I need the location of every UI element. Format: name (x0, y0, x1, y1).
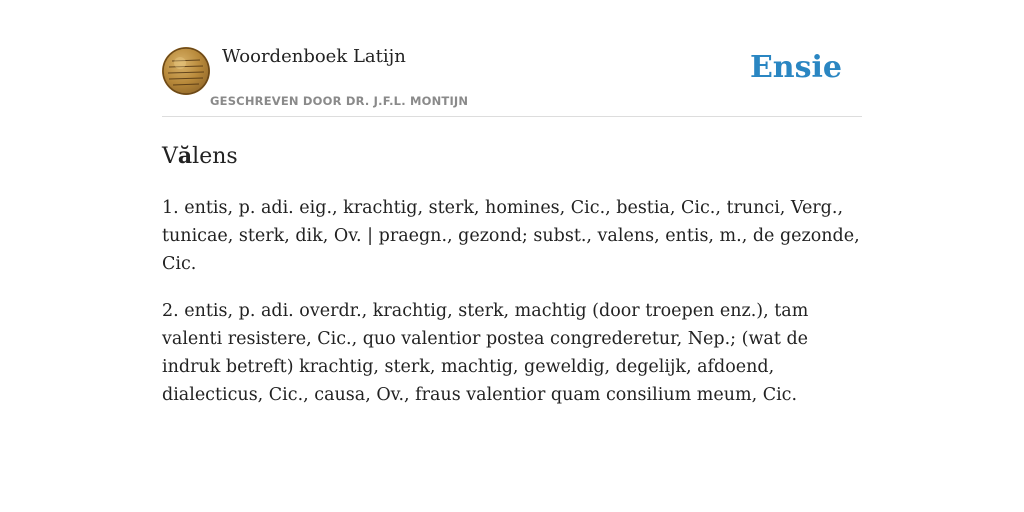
definition-1: 1. entis, p. adi. eig., krachtig, sterk, homines, Cic., bestia, Cic., trunci, Verg., tunicae, sterk, dik, Ov. | praegn., gezond; subst., valens, entis, m., de gezonde, Cic. (162, 198, 860, 274)
brand-logo-link[interactable]: Ensie (749, 50, 842, 85)
entry-title-prefix: V (162, 144, 178, 169)
entry-title-suffix: lens (192, 144, 238, 169)
page-container (162, 0, 862, 409)
header (162, 0, 862, 117)
definition-2: 2. entis, p. adi. overdr., krachtig, sterk, machtig (door troepen enz.), tam valenti resistere, Cic., quo valentior postea congrederetur, Nep.; (wat de indruk betreft) krachtig, sterk, machtig, geweldig, degelijk, afdoend, dialecticus, Cic., causa, Ov., fraus valentior quam consilium meum, Cic. (162, 301, 809, 405)
latin-inscription-coin-icon[interactable] (162, 47, 210, 95)
author-byline: GESCHREVEN DOOR DR. J.F.L. MONTIJN (210, 94, 469, 108)
entry-title (162, 143, 862, 170)
dictionary-title[interactable]: Woordenboek Latijn (222, 46, 406, 67)
entry-title-breve: ă (177, 143, 193, 169)
